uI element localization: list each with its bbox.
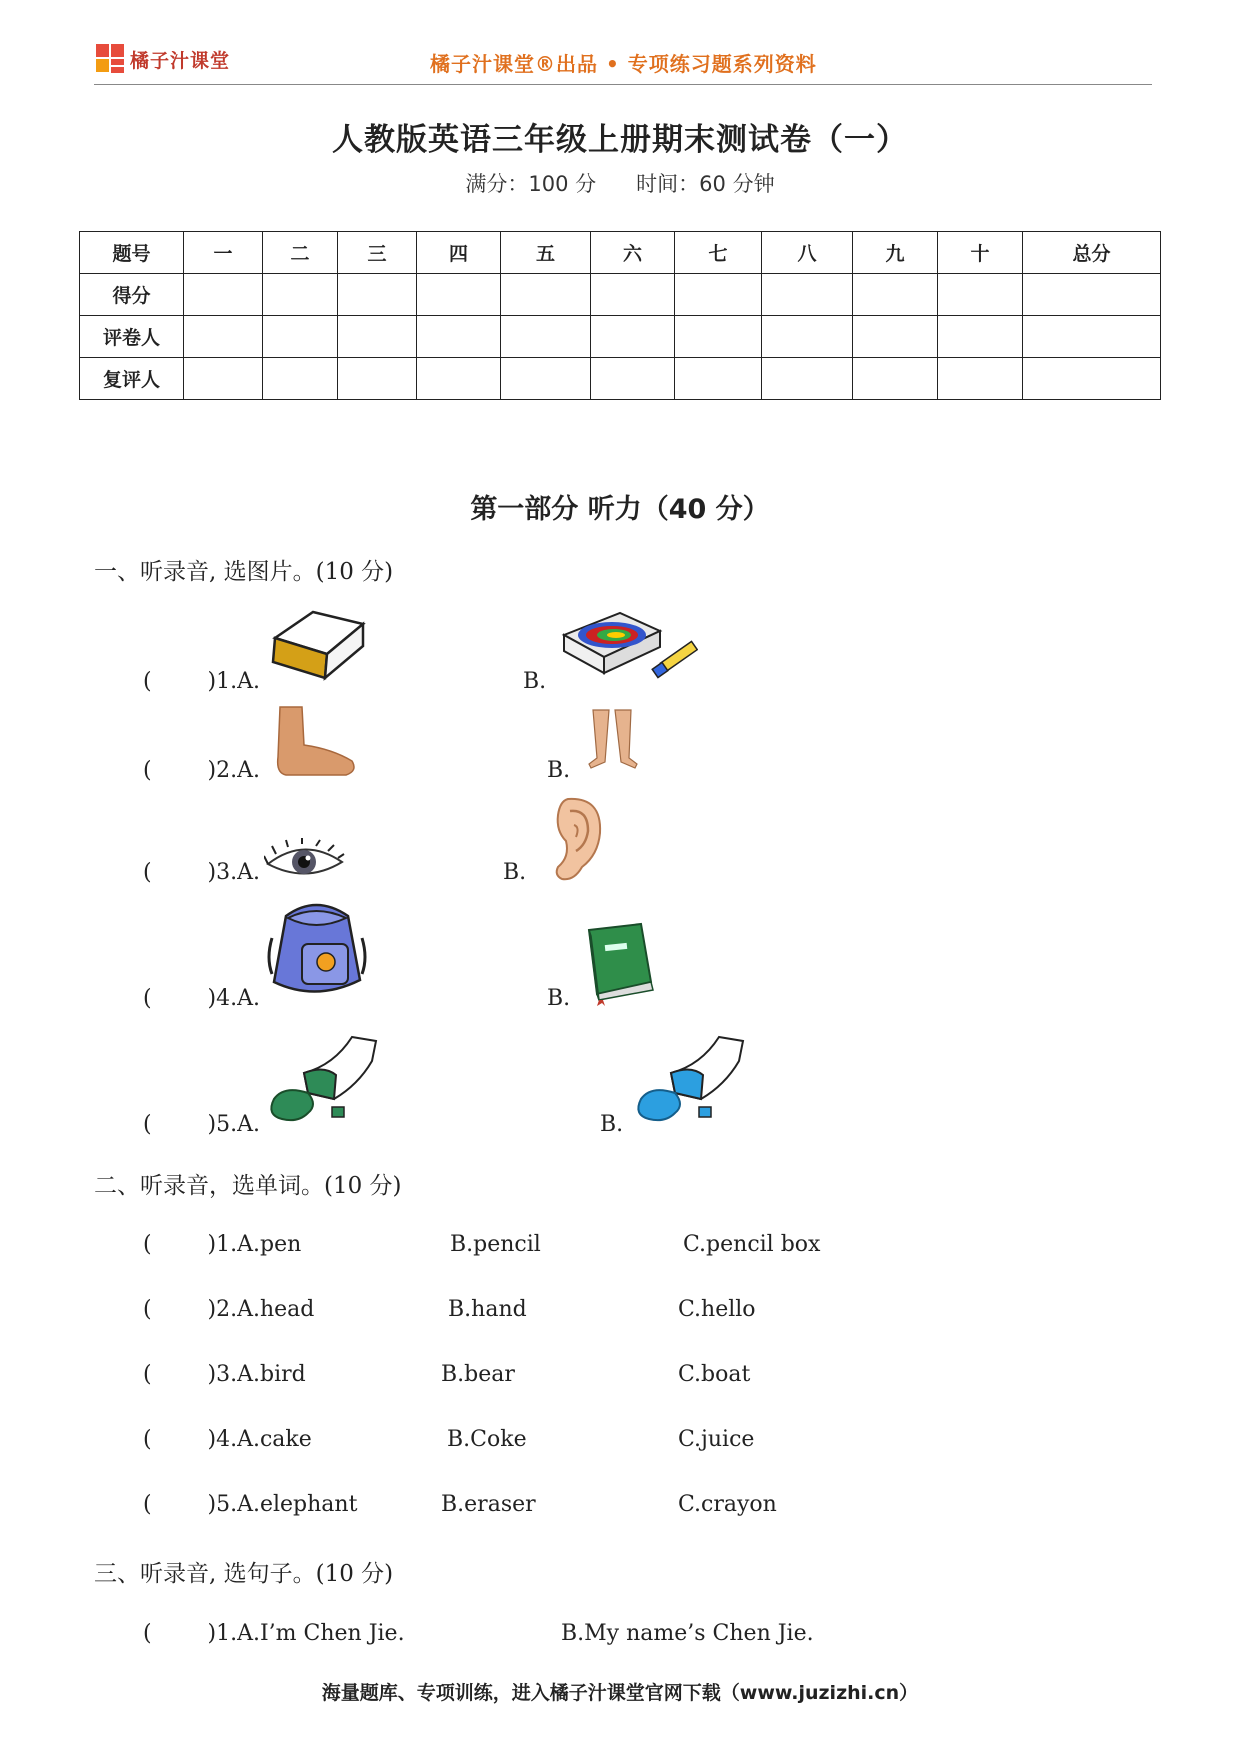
word-option-a: ( )2.A.head	[143, 1297, 315, 1322]
word-option-b: B.pencil	[450, 1232, 541, 1257]
paint-box-icon	[560, 607, 698, 681]
score-cell[interactable]	[675, 274, 762, 316]
section-three-title: 三、听录音, 选句子。(10 分)	[94, 1561, 394, 1587]
score-header-cell: 题号	[80, 232, 184, 274]
score-cell[interactable]	[675, 316, 762, 358]
score-row-label: 复评人	[80, 358, 184, 400]
option-b-label: B.	[600, 1112, 624, 1137]
word-option-a: ( )3.A.bird	[143, 1362, 306, 1387]
question-label: ( )4.A.	[143, 986, 260, 1011]
score-cell[interactable]	[417, 316, 501, 358]
word-option-a: ( )1.A.pen	[143, 1232, 302, 1257]
score-header-cell: 八	[762, 232, 853, 274]
page-title: 人教版英语三年级上册期末测试卷（一）	[332, 122, 908, 158]
score-table	[79, 231, 1161, 400]
score-cell[interactable]	[263, 274, 338, 316]
score-cell[interactable]	[501, 274, 591, 316]
word-option-b: B.eraser	[441, 1492, 536, 1517]
sentence-option-a: ( )1.A.I’m Chen Jie.	[143, 1621, 405, 1646]
exam-info	[0, 168, 1240, 198]
full-score: 满分：100 分	[465, 172, 597, 196]
exam-time: 时间：60 分钟	[636, 172, 775, 196]
score-row	[80, 358, 1161, 400]
score-row-label: 评卷人	[80, 316, 184, 358]
option-b-label: B.	[547, 986, 571, 1011]
footer-note: 海量题库、专项训练，进入橘子汁课堂官网下载（www.juzizhi.cn）	[321, 1682, 919, 1704]
word-option-b: B.bear	[441, 1362, 515, 1387]
question-label: ( )2.A.	[143, 758, 260, 783]
score-cell[interactable]	[417, 274, 501, 316]
score-cell[interactable]	[853, 358, 938, 400]
score-cell[interactable]	[591, 316, 675, 358]
score-cell[interactable]	[184, 358, 263, 400]
score-cell[interactable]	[762, 274, 853, 316]
score-cell[interactable]	[338, 358, 417, 400]
score-cell[interactable]	[263, 316, 338, 358]
score-cell[interactable]	[184, 274, 263, 316]
score-cell[interactable]	[591, 274, 675, 316]
blue-paint-tube-icon	[631, 1035, 751, 1127]
word-option-c: C.crayon	[678, 1492, 777, 1517]
brand-name: 橘子汁课堂	[130, 50, 231, 72]
word-option-c: C.pencil box	[683, 1232, 821, 1257]
word-option-b: B.hand	[448, 1297, 527, 1322]
score-row	[80, 316, 1161, 358]
question-label: ( )5.A.	[143, 1112, 260, 1137]
score-cell[interactable]	[417, 358, 501, 400]
word-option-a: ( )5.A.elephant	[143, 1492, 358, 1517]
ear-icon	[548, 795, 606, 883]
score-row	[80, 274, 1161, 316]
backpack-icon	[264, 898, 370, 1000]
score-cell[interactable]	[762, 358, 853, 400]
score-header-cell: 一	[184, 232, 263, 274]
score-cell[interactable]	[501, 358, 591, 400]
green-paint-tube-icon	[264, 1035, 384, 1127]
score-header-cell: 三	[338, 232, 417, 274]
score-header-cell: 六	[591, 232, 675, 274]
score-cell[interactable]	[263, 358, 338, 400]
score-cell[interactable]	[1023, 358, 1161, 400]
eraser-icon	[265, 600, 370, 682]
score-header-cell: 七	[675, 232, 762, 274]
eye-icon	[264, 838, 346, 886]
score-cell[interactable]	[938, 316, 1023, 358]
section-one-title: 一、听录音, 选图片。(10 分)	[94, 559, 394, 585]
legs-icon	[585, 708, 641, 776]
score-cell[interactable]	[501, 316, 591, 358]
question-label: ( )1.A.	[143, 669, 260, 694]
score-cell[interactable]	[591, 358, 675, 400]
book-icon	[585, 920, 657, 1006]
option-b-label: B.	[523, 669, 547, 694]
score-cell[interactable]	[1023, 274, 1161, 316]
score-cell[interactable]	[938, 274, 1023, 316]
score-header-cell: 九	[853, 232, 938, 274]
score-cell[interactable]	[1023, 316, 1161, 358]
score-cell[interactable]	[184, 316, 263, 358]
score-cell[interactable]	[338, 274, 417, 316]
sentence-option-b: B.My name’s Chen Jie.	[561, 1621, 814, 1646]
brand-logo-icon	[96, 44, 126, 74]
option-b-label: B.	[547, 758, 571, 783]
score-header-cell: 总分	[1023, 232, 1161, 274]
section-two-title: 二、听录音，选单词。(10 分)	[94, 1173, 402, 1199]
word-option-a: ( )4.A.cake	[143, 1427, 312, 1452]
score-table-header	[80, 232, 1161, 274]
word-option-c: C.hello	[678, 1297, 756, 1322]
foot-icon	[272, 705, 358, 777]
option-b-label: B.	[503, 860, 527, 885]
score-header-cell: 四	[417, 232, 501, 274]
part-one-title: 第一部分 听力（40 分）	[470, 494, 770, 525]
score-header-cell: 五	[501, 232, 591, 274]
header-tagline: 橘子汁课堂®出品 • 专项练习题系列资料	[430, 52, 817, 76]
header-divider	[94, 84, 1152, 85]
word-option-c: C.boat	[678, 1362, 751, 1387]
score-cell[interactable]	[938, 358, 1023, 400]
word-option-b: B.Coke	[447, 1427, 527, 1452]
question-label: ( )3.A.	[143, 860, 260, 885]
score-cell[interactable]	[338, 316, 417, 358]
score-cell[interactable]	[853, 316, 938, 358]
score-header-cell: 十	[938, 232, 1023, 274]
score-cell[interactable]	[853, 274, 938, 316]
score-header-cell: 二	[263, 232, 338, 274]
score-row-label: 得分	[80, 274, 184, 316]
score-cell[interactable]	[675, 358, 762, 400]
word-option-c: C.juice	[678, 1427, 755, 1452]
score-cell[interactable]	[762, 316, 853, 358]
